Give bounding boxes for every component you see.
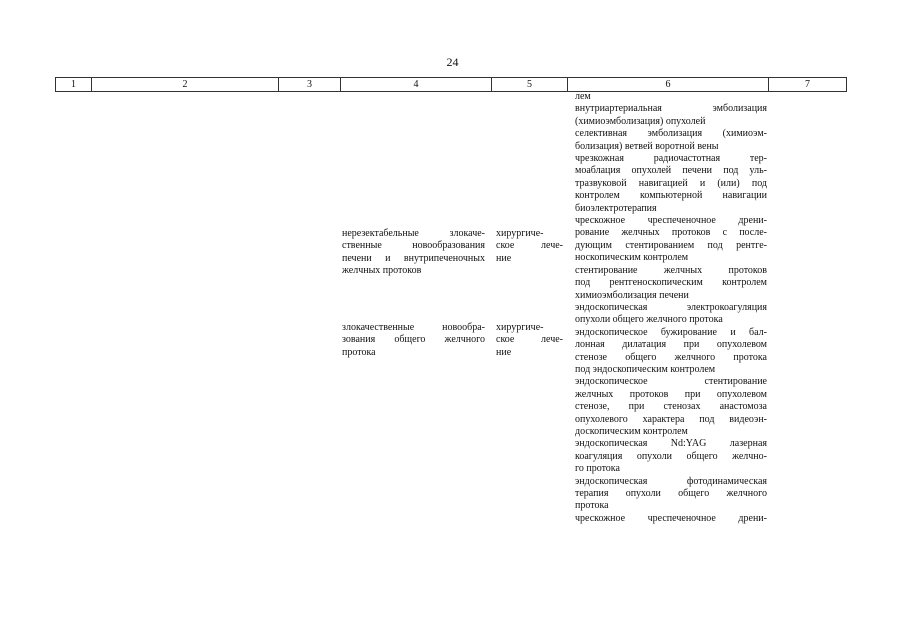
method-line: биоэлектротерапия: [575, 202, 657, 214]
procedures-table: [55, 77, 847, 617]
header-col-6: 6: [567, 78, 768, 91]
method-line: болизация) ветвей воротной вены: [575, 140, 719, 152]
method-line: носкопическим контролем: [575, 252, 689, 264]
diagnosis-line: ственные новообразования: [342, 240, 485, 252]
method-line: терапия опухоли общего желчного: [575, 488, 767, 499]
page-number: 24: [446, 55, 459, 69]
method-line: селективная эмболизация (химиоэм-: [575, 128, 767, 140]
method-line: лонная дилатация при опухолевом: [575, 339, 767, 351]
header-col-4: 4: [340, 78, 491, 91]
diagnosis-line: печени и внутрипеченочных: [342, 252, 485, 264]
treatment-type-2: [496, 322, 563, 359]
method-line: тразвуковой навигацией и (или) под: [575, 177, 767, 189]
method-line: эндоскопическая Nd:YAG лазерная: [575, 438, 767, 450]
table-header-row: [55, 77, 847, 92]
treatment-type-1: [496, 228, 563, 265]
method-line: стенозе общего желчного протока: [575, 351, 767, 363]
method-line: эндоскопическая электрокоагуляция: [575, 301, 767, 313]
treatment-line: ние: [496, 346, 512, 358]
method-line: дующим стентированием под рентге-: [575, 239, 767, 251]
method-line: чрескожное чреспеченочное дрени-: [575, 512, 767, 524]
treatment-line: хирургиче-: [496, 322, 544, 333]
method-line: чрескожное чреспеченочное дрени-: [575, 215, 767, 227]
diagnosis-line: злокачественные новообра-: [342, 322, 485, 333]
method-line: рование желчных протоков с после-: [575, 227, 767, 239]
header-col-5: 5: [491, 78, 567, 91]
diagnosis-unresectable-liver: [342, 228, 485, 278]
diagnosis-line: нерезектабельные злокаче-: [342, 228, 485, 239]
method-line: внутриартериальная эмболизация: [575, 103, 767, 115]
method-line: моаблация опухолей печени под уль-: [575, 165, 767, 177]
method-line: под рентгеноскопическим контролем: [575, 277, 767, 289]
treatment-line: ское лече-: [496, 240, 563, 252]
treatment-line: хирургиче-: [496, 228, 544, 239]
method-line: стентирование желчных протоков: [575, 264, 767, 276]
header-col-3: 3: [278, 78, 340, 91]
method-line: доскопическим контролем: [575, 425, 688, 437]
header-col-2: 2: [91, 78, 278, 91]
method-line: контролем компьютерной навигации: [575, 190, 767, 202]
method-line: эндоскопическое стентирование: [575, 376, 767, 388]
method-line: протока: [575, 500, 609, 512]
method-line: эндоскопическая фотодинамическая: [575, 475, 767, 487]
method-line: стенозе, при стенозах анастомоза: [575, 401, 767, 413]
method-line: эндоскопическое бужирование и бал-: [575, 326, 767, 338]
method-line: коагуляция опухоли общего желчно-: [575, 450, 767, 462]
diagnosis-line: протока: [342, 346, 376, 358]
diagnosis-bile-duct: [342, 322, 485, 359]
header-col-1: 1: [55, 78, 91, 91]
treatment-line: ское лече-: [496, 334, 563, 346]
treatment-line: ние: [496, 252, 512, 264]
method-line: го протока: [575, 463, 620, 475]
method-line: опухолевого характера под видеоэн-: [575, 413, 767, 425]
method-line: желчных протоков при опухолевом: [575, 388, 767, 400]
method-line: лем: [575, 91, 591, 102]
method-line: опухоли общего желчного протока: [575, 314, 723, 326]
method-line: химиоэмболизация печени: [575, 289, 689, 301]
methods-column: [575, 91, 767, 525]
method-line: (химиоэмболизация) опухолей: [575, 115, 706, 127]
header-col-7: 7: [768, 78, 847, 91]
method-line: чрезкожная радиочастотная тер-: [575, 153, 767, 165]
diagnosis-line: желчных протоков: [342, 265, 422, 277]
diagnosis-line: зования общего желчного: [342, 334, 485, 346]
method-line: под эндоскопическим контролем: [575, 363, 716, 375]
